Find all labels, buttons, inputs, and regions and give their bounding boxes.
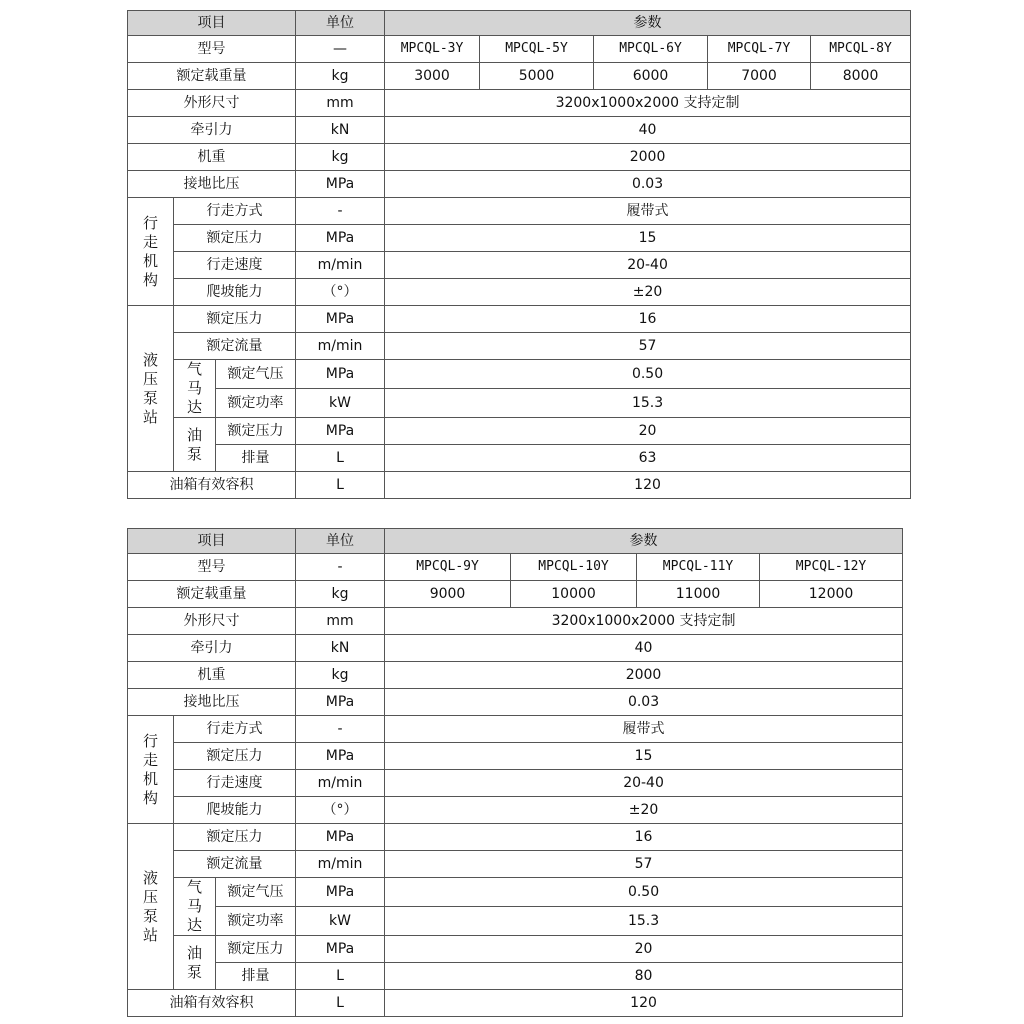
row-unit: L: [296, 472, 385, 499]
row-label: 型号: [128, 554, 296, 581]
row-value: 20-40: [385, 252, 911, 279]
dimension-row: [128, 608, 903, 635]
row-label: 行走速度: [174, 770, 296, 797]
tank-row: [128, 990, 903, 1017]
row-unit: kW: [296, 389, 385, 418]
row-label: 额定压力: [216, 936, 296, 963]
row-label: 额定压力: [216, 418, 296, 445]
pump-row: [128, 963, 903, 990]
row-unit: kg: [296, 581, 385, 608]
header-item: 项目: [128, 529, 296, 554]
row-label: 额定载重量: [128, 63, 296, 90]
header-row: [128, 11, 911, 36]
air-motor-group-label: 气 马 达: [174, 878, 216, 936]
row-value: 0.50: [385, 360, 911, 389]
row-value: 80: [385, 963, 903, 990]
row-value: 0.03: [385, 689, 903, 716]
row-label: 额定压力: [174, 306, 296, 333]
row-label: 机重: [128, 144, 296, 171]
pump-row: [128, 445, 911, 472]
travel-group-label: 行 走 机 构: [128, 198, 174, 306]
load-value: 10000: [511, 581, 637, 608]
row-label: 额定压力: [174, 824, 296, 851]
row-value: 57: [385, 851, 903, 878]
model-row: [128, 36, 911, 63]
row-label: 额定功率: [216, 389, 296, 418]
spec-table-2: [127, 528, 903, 1017]
row-value: 履带式: [385, 716, 903, 743]
header-unit: 单位: [296, 529, 385, 554]
pump-row: [128, 333, 911, 360]
row-label: 爬坡能力: [174, 279, 296, 306]
pump-row: [128, 418, 911, 445]
model-value: MPCQL-11Y: [637, 554, 760, 581]
row-unit: m/min: [296, 252, 385, 279]
load-value: 12000: [760, 581, 903, 608]
row-value: ±20: [385, 279, 911, 306]
row-unit: MPa: [296, 171, 385, 198]
row-value: 20-40: [385, 770, 903, 797]
load-value: 5000: [480, 63, 594, 90]
travel-row: [128, 252, 911, 279]
row-unit: m/min: [296, 851, 385, 878]
row-value: 2000: [385, 662, 903, 689]
load-value: 11000: [637, 581, 760, 608]
header-item: 项目: [128, 11, 296, 36]
load-value: 6000: [594, 63, 708, 90]
row-label: 额定流量: [174, 333, 296, 360]
pump-row: [128, 306, 911, 333]
travel-group-label: 行 走 机 构: [128, 716, 174, 824]
row-value: 履带式: [385, 198, 911, 225]
row-value: 120: [385, 990, 903, 1017]
row-unit: MPa: [296, 878, 385, 907]
row-unit: kN: [296, 635, 385, 662]
row-unit: -: [296, 554, 385, 581]
row-value: 57: [385, 333, 911, 360]
row-label: 机重: [128, 662, 296, 689]
row-value: ±20: [385, 797, 903, 824]
header-param: 参数: [385, 529, 903, 554]
travel-row: [128, 743, 903, 770]
row-label: 额定流量: [174, 851, 296, 878]
model-value: MPCQL-6Y: [594, 36, 708, 63]
row-unit: （°）: [296, 279, 385, 306]
row-value: 0.03: [385, 171, 911, 198]
row-unit: MPa: [296, 936, 385, 963]
load-value: 3000: [385, 63, 480, 90]
load-row: [128, 581, 903, 608]
row-label: 外形尺寸: [128, 90, 296, 117]
row-unit: L: [296, 445, 385, 472]
row-value: 16: [385, 306, 911, 333]
row-unit: MPa: [296, 360, 385, 389]
row-value: 40: [385, 117, 911, 144]
load-value: 7000: [708, 63, 811, 90]
model-value: MPCQL-8Y: [811, 36, 911, 63]
travel-row: [128, 279, 911, 306]
travel-row: [128, 770, 903, 797]
row-unit: MPa: [296, 689, 385, 716]
row-unit: mm: [296, 608, 385, 635]
row-unit: MPa: [296, 225, 385, 252]
row-unit: -: [296, 716, 385, 743]
ground-pressure-row: [128, 689, 903, 716]
row-label: 行走方式: [174, 716, 296, 743]
row-label: 油箱有效容积: [128, 990, 296, 1017]
oil-pump-group-label: 油 泵: [174, 936, 216, 990]
pump-row: [128, 907, 903, 936]
travel-row: [128, 716, 903, 743]
tank-row: [128, 472, 911, 499]
row-value: 20: [385, 936, 903, 963]
model-value: MPCQL-7Y: [708, 36, 811, 63]
row-label: 牵引力: [128, 117, 296, 144]
row-label: 接地比压: [128, 689, 296, 716]
travel-row: [128, 198, 911, 225]
header-unit: 单位: [296, 11, 385, 36]
row-label: 行走方式: [174, 198, 296, 225]
row-value: 15: [385, 743, 903, 770]
pump-row: [128, 936, 903, 963]
dimension-row: [128, 90, 911, 117]
row-unit: MPa: [296, 743, 385, 770]
row-unit: MPa: [296, 824, 385, 851]
row-unit: L: [296, 963, 385, 990]
row-label: 接地比压: [128, 171, 296, 198]
row-label: 型号: [128, 36, 296, 63]
model-value: MPCQL-5Y: [480, 36, 594, 63]
row-label: 额定气压: [216, 878, 296, 907]
weight-row: [128, 662, 903, 689]
row-unit: -: [296, 198, 385, 225]
load-value: 9000: [385, 581, 511, 608]
model-value: MPCQL-3Y: [385, 36, 480, 63]
oil-pump-group-label: 油 泵: [174, 418, 216, 472]
travel-row: [128, 225, 911, 252]
row-unit: kN: [296, 117, 385, 144]
load-value: 8000: [811, 63, 911, 90]
row-value: 15.3: [385, 907, 903, 936]
model-value: MPCQL-9Y: [385, 554, 511, 581]
row-unit: MPa: [296, 418, 385, 445]
row-unit: m/min: [296, 770, 385, 797]
weight-row: [128, 144, 911, 171]
row-value: 40: [385, 635, 903, 662]
pump-row: [128, 360, 911, 389]
row-label: 额定气压: [216, 360, 296, 389]
row-unit: —: [296, 36, 385, 63]
row-label: 爬坡能力: [174, 797, 296, 824]
traction-row: [128, 117, 911, 144]
header-row: [128, 529, 903, 554]
row-value: 2000: [385, 144, 911, 171]
row-unit: kW: [296, 907, 385, 936]
row-value: 63: [385, 445, 911, 472]
row-unit: kg: [296, 144, 385, 171]
row-label: 油箱有效容积: [128, 472, 296, 499]
air-motor-group-label: 气 马 达: [174, 360, 216, 418]
row-value: 16: [385, 824, 903, 851]
model-row: [128, 554, 903, 581]
row-label: 额定压力: [174, 225, 296, 252]
row-value: 15.3: [385, 389, 911, 418]
traction-row: [128, 635, 903, 662]
row-unit: （°）: [296, 797, 385, 824]
model-value: MPCQL-12Y: [760, 554, 903, 581]
row-value: 3200x1000x2000 支持定制: [385, 608, 903, 635]
travel-row: [128, 797, 903, 824]
row-label: 额定压力: [174, 743, 296, 770]
row-unit: MPa: [296, 306, 385, 333]
row-label: 额定载重量: [128, 581, 296, 608]
row-value: 120: [385, 472, 911, 499]
pump-group-label: 液 压 泵 站: [128, 306, 174, 472]
pump-row: [128, 878, 903, 907]
row-unit: mm: [296, 90, 385, 117]
row-unit: L: [296, 990, 385, 1017]
model-value: MPCQL-10Y: [511, 554, 637, 581]
row-value: 15: [385, 225, 911, 252]
row-value: 3200x1000x2000 支持定制: [385, 90, 911, 117]
row-label: 排量: [216, 445, 296, 472]
row-unit: kg: [296, 63, 385, 90]
pump-row: [128, 824, 903, 851]
pump-row: [128, 851, 903, 878]
row-value: 0.50: [385, 878, 903, 907]
row-label: 排量: [216, 963, 296, 990]
row-unit: m/min: [296, 333, 385, 360]
load-row: [128, 63, 911, 90]
row-unit: kg: [296, 662, 385, 689]
row-label: 行走速度: [174, 252, 296, 279]
row-label: 外形尺寸: [128, 608, 296, 635]
pump-group-label: 液 压 泵 站: [128, 824, 174, 990]
row-value: 20: [385, 418, 911, 445]
pump-row: [128, 389, 911, 418]
row-label: 牵引力: [128, 635, 296, 662]
ground-pressure-row: [128, 171, 911, 198]
header-param: 参数: [385, 11, 911, 36]
row-label: 额定功率: [216, 907, 296, 936]
spec-table-1: [127, 10, 911, 499]
